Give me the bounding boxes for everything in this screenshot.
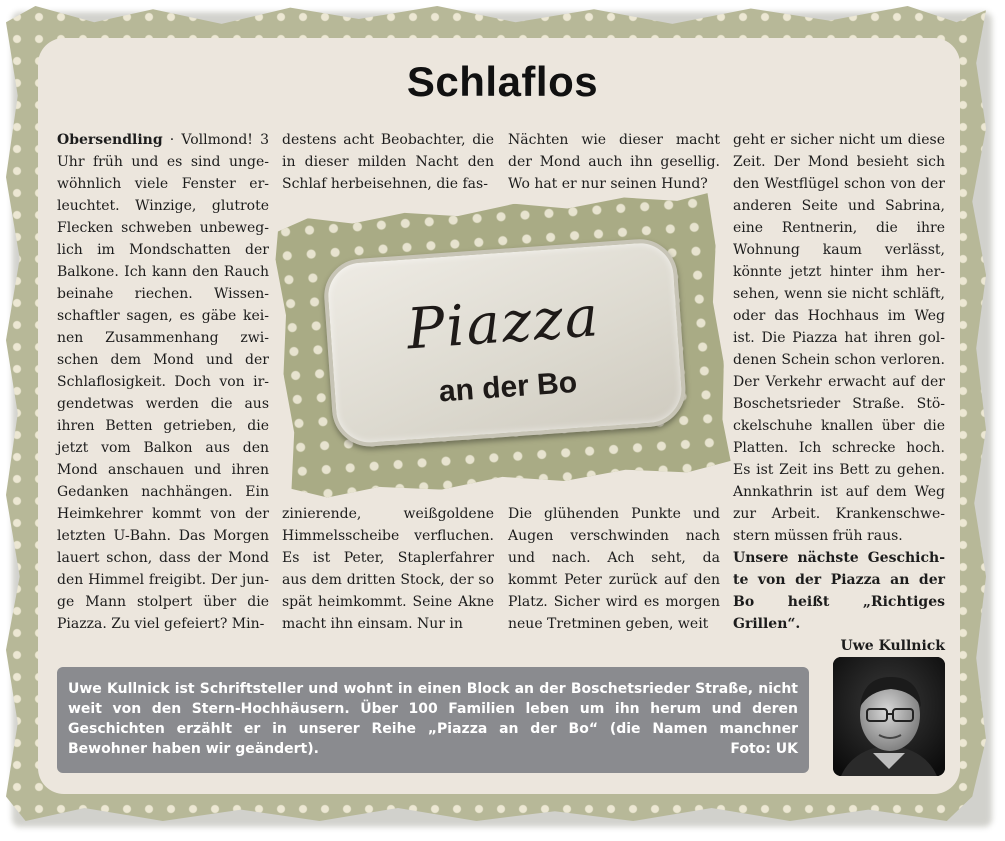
dateline: Obersendling <box>57 132 163 148</box>
author-bio-text: Uwe Kullnick ist Schriftsteller und wohnt in einen Block an der Boschetsrieder Straße, nicht weit von den Stern-Hochhäusern. Über 100 Familien leben um ihn herum und deren Geschichten erzählt er in unserer Reihe „Piazza an der Bo“ (die Namen manchner Bewohner haben wir geändert). <box>68 681 798 757</box>
author-portrait-icon <box>833 657 945 776</box>
column-2-bottom-text: zinierende, weißgoldene Himmelsscheibe verfluchen. Es ist Peter, Staplerfahrer aus dem dritten Stock, der so spät heimkommt. Seine Akne macht ihn einsam. Nur in <box>282 506 494 632</box>
article-title: Schlaflos <box>406 58 599 105</box>
badge-plate <box>322 237 688 449</box>
column-3-top-text: Nächten wie dieser macht der Mond auch ihn gesellig. Wo hat er nur seinen Hund? <box>508 132 720 192</box>
author-signature: Uwe Kullnick <box>840 638 945 654</box>
badge-script-title: Piazza <box>404 284 603 363</box>
column-3-bottom-text: Die glühenden Punkte und Augen verschwinden nach und nach. Ach seht, da kommt Peter zurück auf den Platz. Sicher wird es morgen neue Tretminen geben, weit <box>508 506 720 632</box>
article-column-2-top <box>282 129 494 195</box>
article-column-3-top <box>508 129 720 195</box>
badge-subtitle: an der Bo <box>437 365 579 409</box>
next-story-note: Unsere nächste Geschichte von der Piazza an der Bo heißt „Richtiges Grillen“. <box>733 550 945 632</box>
photo-credit: Foto: UK <box>730 741 798 757</box>
article-column-2-bottom <box>282 503 494 635</box>
article-column-3-bottom <box>508 503 720 635</box>
article-column-1 <box>57 129 269 635</box>
column-2-top-text: destens acht Beobachter, die in dieser milden Nacht den Schlaf herbeisehnen, die fas- <box>282 132 494 192</box>
author-photo <box>833 657 945 776</box>
series-badge <box>273 190 731 500</box>
author-bio-box <box>57 667 809 773</box>
article-column-4 <box>733 129 945 657</box>
column-1-text: · Vollmond! 3 Uhr früh und es sind ungewöhnlich viele Fenster erleuchtet. Winzige, glutrote Flecken schweben unbeweglich im Mondschatten der Balkone. Ich kann den Rauch beinahe riechen. Wissenschaftler sagen, es gäbe keinen Zusammenhang zwischen dem Mond und der Schlaflosigkeit. Doch von irgendetwas werden die aus ihren Betten getrieben, die jetzt vom Balkon aus den Mond anschauen und ihren Gedanken nachhängen. Ein Heimkehrer kommt von der letzten U-Bahn. Das Morgen lauert schon, dass der Mond den Himmel freigibt. Der junge Mann stolpert über die Piazza. Zu viel gefeiert? Min- <box>57 132 269 632</box>
column-4-text: geht er sicher nicht um diese Zeit. Der Mond besieht sich den Westflügel schon von der anderen Seite und Sabrina, eine Rentnerin, die ihre Wohnung kaum verlässt, könnte jetzt hinter ihm hersehen, wenn sie nicht schläft, oder das Hochhaus im Weg ist. Die Piazza hat ihren goldenen Schein schon verloren. Der Verkehr erwacht auf der Boschetsrieder Straße. Stöckelschuhe knallen über die Platten. Ich schrecke hoch. Es ist Zeit ins Bett zu gehen. Annkathrin ist auf dem Weg zur Arbeit. Krankenschwestern müssen früh raus. <box>733 132 945 544</box>
